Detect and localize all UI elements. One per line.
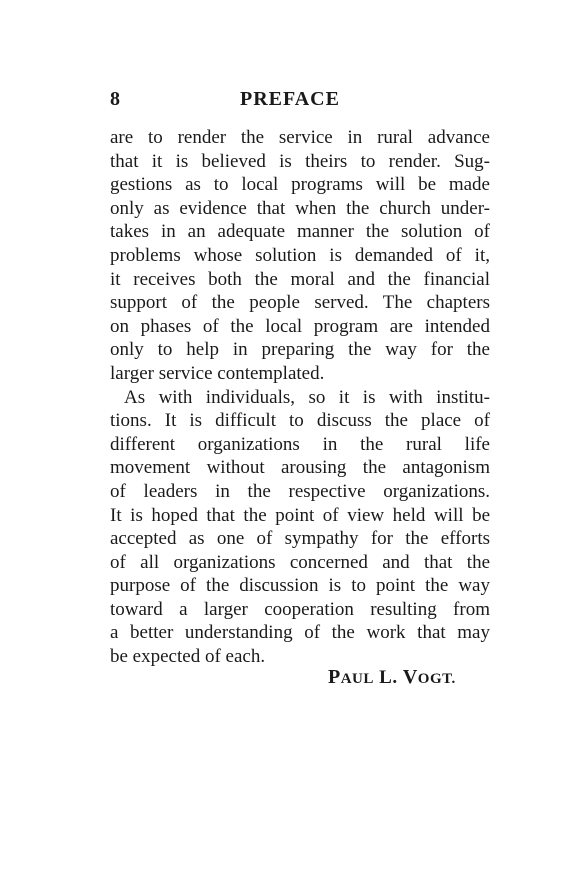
- page-header: [110, 88, 490, 118]
- signature-surname-rest: OGT.: [417, 671, 456, 687]
- text-line: It is hoped that the point of view held will be: [110, 504, 490, 526]
- preface-text: [110, 126, 490, 669]
- text-line: tions. It is difficult to discuss the place of: [110, 410, 490, 432]
- text-line: movement without arousing the antagonism: [110, 457, 490, 479]
- text-line: of leaders in the respective organizations.: [110, 480, 490, 502]
- text-line: a better understanding of the work that may: [110, 622, 490, 644]
- signature-given-rest: AUL: [340, 671, 374, 687]
- text-line: of all organizations concerned and that the: [110, 551, 490, 573]
- text-line: on phases of the local program are intended: [110, 315, 490, 337]
- text-line: larger service contemplated.: [110, 362, 325, 384]
- text-line: be expected of each.: [110, 646, 266, 668]
- text-line: takes in an adequate manner the solution of: [110, 221, 490, 243]
- text-line: problems whose solution is demanded of it,: [110, 244, 490, 266]
- text-line: that it is believed is theirs to render. Sug-: [110, 150, 490, 172]
- signature-middle-initial: L.: [379, 667, 398, 688]
- text-line: As with individuals, so it is with institu-: [124, 386, 490, 408]
- text-line: only as evidence that when the church under-: [110, 197, 490, 219]
- text-line: support of the people served. The chapters: [110, 292, 490, 314]
- page-number: 8: [110, 88, 120, 110]
- text-line: it receives both the moral and the financial: [110, 268, 490, 290]
- text-line: purpose of the discussion is to point the way: [110, 575, 490, 597]
- text-line: accepted as one of sympathy for the efforts: [110, 528, 490, 550]
- signature-given-initial: P: [328, 666, 341, 688]
- text-line: toward a larger cooperation resulting from: [110, 598, 490, 620]
- text-line: only to help in preparing the way for the: [110, 339, 490, 361]
- text-line: different organizations in the rural life: [110, 433, 490, 455]
- text-line: gestions as to local programs will be made: [110, 174, 490, 196]
- text-line: are to render the service in rural advance: [110, 127, 490, 148]
- author-signature: [328, 666, 456, 689]
- running-title: PREFACE: [240, 88, 340, 110]
- signature-surname-initial: V: [402, 666, 418, 688]
